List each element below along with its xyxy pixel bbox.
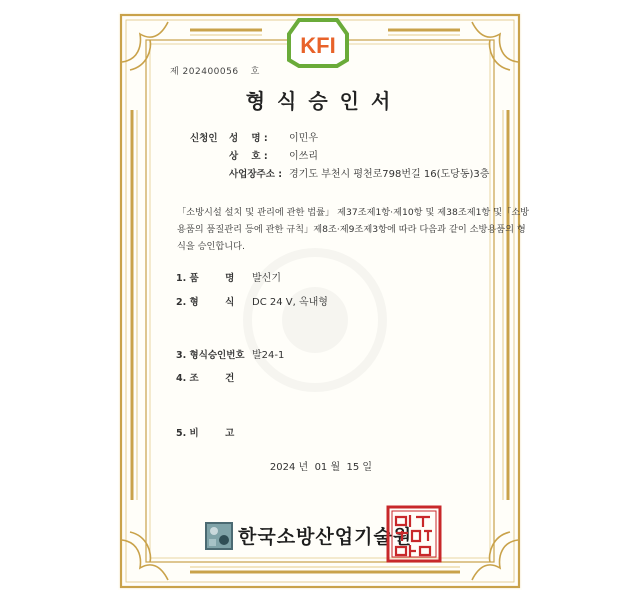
company-value: 이쓰리 (289, 151, 318, 162)
applicant-section-label: 신청인 (190, 133, 218, 144)
item-label-condition: 4. 조 건 (176, 373, 235, 384)
address-value: 경기도 부천시 평천로798번길 16(도당동)3층 (289, 169, 490, 180)
document-title: 형식승인서 (245, 89, 403, 113)
item-label-approval-no: 3. 형식승인번호 (176, 350, 245, 361)
item-value-approval-no: 발24-1 (252, 350, 285, 361)
hologram-emblem-icon (205, 522, 233, 550)
issue-date: 2024 년 01 월 15 일 (269, 462, 373, 473)
body-line-1: 「소방시설 설치 및 관리에 관한 법률」 제37조제1항·제10항 및 제38조제1항 및「소방 (177, 207, 530, 218)
svg-text:KFI: KFI (300, 33, 336, 58)
official-red-seal-icon (386, 505, 442, 563)
item-value-type: DC 24 V, 옥내형 (252, 297, 328, 308)
body-line-3: 식을 승인합니다. (177, 241, 245, 252)
body-line-2: 용품의 품질관리 등에 관한 규칙」제8조·제9조제3항에 따라 다음과 같이 소방용품의 형 (177, 224, 526, 235)
name-label: 성 명 : (229, 133, 268, 144)
issuer-name: 한국소방산업기술원 (238, 526, 413, 548)
item-value-product: 발신기 (252, 273, 281, 284)
body-paragraph (177, 204, 530, 255)
certificate-number-value: 제 202400056 (170, 67, 239, 77)
kfi-logo (281, 16, 355, 68)
item-label-product: 1. 품 명 (176, 273, 235, 284)
watermark-icon (240, 245, 390, 395)
name-value: 이민우 (289, 133, 318, 144)
address-label: 사업장주소 : (229, 169, 282, 180)
certificate-number-suffix: 호 (250, 67, 260, 77)
item-label-type: 2. 형 식 (176, 297, 235, 308)
certificate-number (170, 64, 260, 77)
company-label: 상 호 : (229, 151, 268, 162)
item-label-remarks: 5. 비 고 (176, 428, 235, 439)
